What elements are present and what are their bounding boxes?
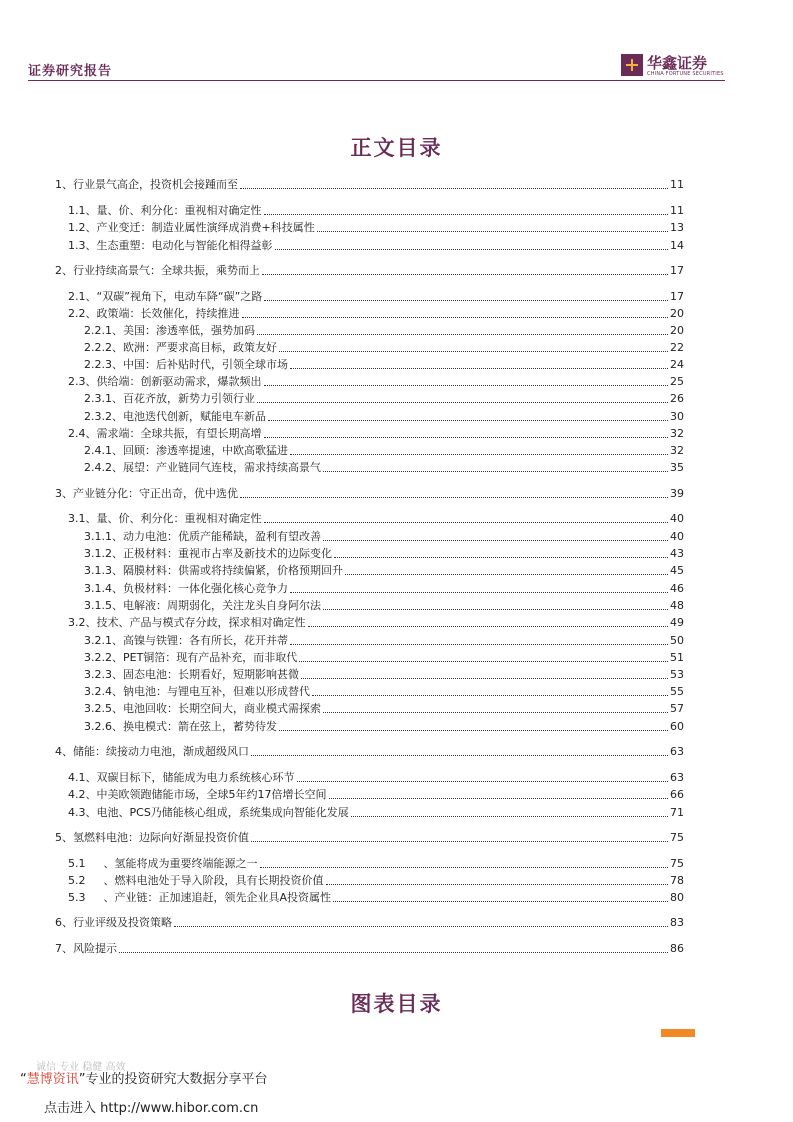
toc-leader-dots xyxy=(301,678,668,679)
toc-entry[interactable] xyxy=(84,528,684,544)
toc-leader-dots xyxy=(290,454,668,455)
toc-entry[interactable] xyxy=(84,580,684,596)
toc-entry[interactable] xyxy=(84,632,684,648)
toc-entry-page: 80 xyxy=(670,891,684,904)
toc-entry-text: 储能：续接动力电池，渐成超级风口 xyxy=(73,745,249,758)
toc-entry-number: 5.3 xyxy=(68,891,86,904)
toc-leader-dots xyxy=(290,644,668,645)
toc-entry-page: 71 xyxy=(670,806,684,819)
toc-entry-number: 4.2、 xyxy=(68,788,97,801)
toc-entry-number: 2.3.1、 xyxy=(84,392,123,405)
toc-entry[interactable] xyxy=(84,322,684,338)
toc-leader-dots xyxy=(257,334,668,335)
toc-entry-number: 3.2.1、 xyxy=(84,634,123,647)
toc-entry[interactable] xyxy=(68,305,684,321)
toc-entry-text: 氢燃料电池：边际向好渐显投资价值 xyxy=(73,831,249,844)
toc-entry-text: 中美欧领跑储能市场，全球5年约17倍增长空间 xyxy=(96,788,327,801)
toc-entry-text: 电池回收：长期空间大，商业模式需探索 xyxy=(123,702,321,715)
toc-entry-page: 83 xyxy=(670,916,684,929)
toc-entry[interactable] xyxy=(84,390,684,406)
toc-entry-number: 3.2.4、 xyxy=(84,685,123,698)
toc-entry-number: 3.2.5、 xyxy=(84,702,123,715)
page-accent-bar xyxy=(661,1029,695,1037)
toc-entry-number: 2.4.1、 xyxy=(84,444,123,457)
toc-entry[interactable] xyxy=(68,425,684,441)
toc-entry-page: 11 xyxy=(670,204,684,217)
toc-entry[interactable] xyxy=(68,237,684,253)
toc-entry-text: 展望：产业链同气连枝，需求持续高景气 xyxy=(123,461,321,474)
toc-entry-number: 3.1.1、 xyxy=(84,530,123,543)
toc-entry-page: 55 xyxy=(670,685,684,698)
toc-entry-text: 产业变迁：制造业属性演绎成消费+科技属性 xyxy=(96,221,315,234)
toc-entry-page: 26 xyxy=(670,392,684,405)
toc-entry-text: 电解液：周期弱化，关注龙头自身阿尔法 xyxy=(123,599,321,612)
toc-entry-page: 49 xyxy=(670,616,684,629)
toc-entry-number: 5.1 xyxy=(68,857,86,870)
toc-entry-text: 中国：后补贴时代，引领全球市场 xyxy=(123,358,288,371)
toc-entry[interactable] xyxy=(55,829,684,845)
toc-leader-dots xyxy=(262,274,668,275)
toc-entry-number: 3.1.3、 xyxy=(84,564,123,577)
toc-leader-dots xyxy=(240,188,668,189)
toc-leader-dots xyxy=(251,841,668,842)
toc-entry[interactable] xyxy=(84,408,684,424)
toc-entry-page: 60 xyxy=(670,720,684,733)
toc-leader-dots xyxy=(260,867,669,868)
toc-entry-page: 43 xyxy=(670,547,684,560)
toc-entry-text: 行业景气高企，投资机会接踵而至 xyxy=(73,178,238,191)
toc-entry-number: 3.2.2、 xyxy=(84,651,123,664)
toc-leader-dots xyxy=(308,626,669,627)
watermark-line-1 xyxy=(20,1068,268,1087)
toc-entry-text: 回顾：渗透率提速，中欧高歌猛进 xyxy=(123,444,288,457)
watermark-quote-open: “ xyxy=(20,1072,27,1087)
toc-entry-page: 13 xyxy=(670,221,684,234)
toc-entry-text: 正极材料：重视市占率及新技术的边际变化 xyxy=(123,547,332,560)
toc-leader-dots xyxy=(279,351,668,352)
toc-entry[interactable] xyxy=(84,597,684,613)
toc-entry-number: 3、 xyxy=(55,487,73,500)
toc-entry-text: 电池迭代创新，赋能电车新品 xyxy=(123,410,266,423)
toc-entry-number: 2.1、 xyxy=(68,290,97,303)
toc-entry[interactable] xyxy=(68,855,684,871)
toc-entry-page: 63 xyxy=(670,771,684,784)
toc-entry[interactable] xyxy=(68,202,684,218)
toc-entry-page: 63 xyxy=(670,745,684,758)
toc-entry-text: 百花齐放，新势力引领行业 xyxy=(123,392,255,405)
toc-leader-dots xyxy=(334,557,668,558)
toc-entry[interactable] xyxy=(55,914,684,930)
toc-entry-page: 78 xyxy=(670,874,684,887)
toc-entry-text: 动力电池：优质产能稀缺，盈利有望改善 xyxy=(123,530,321,543)
toc-entry-text: 风险提示 xyxy=(73,942,117,955)
toc-entry-page: 24 xyxy=(670,358,684,371)
toc-entry-page: 75 xyxy=(670,831,684,844)
toc-entry[interactable] xyxy=(84,683,684,699)
toc-entry-page: 39 xyxy=(670,487,684,500)
toc-entry[interactable] xyxy=(68,786,684,802)
toc-entry-page: 53 xyxy=(670,668,684,681)
toc-entry-page: 25 xyxy=(670,375,684,388)
toc-entry-page: 11 xyxy=(670,178,684,191)
toc-entry-page: 20 xyxy=(670,307,684,320)
toc-entry-number: 3.1、 xyxy=(68,512,97,525)
toc-leader-dots xyxy=(329,798,669,799)
toc-entry-number: 1.1、 xyxy=(68,204,97,217)
toc-leader-dots xyxy=(279,730,668,731)
toc-entry-number: 3.2.6、 xyxy=(84,720,123,733)
toc-entry[interactable] xyxy=(68,614,684,630)
toc-leader-dots xyxy=(290,368,668,369)
toc-leader-dots xyxy=(299,661,668,662)
toc-leader-dots xyxy=(240,497,668,498)
toc-entry-number: 2、 xyxy=(55,264,73,277)
toc-entry-page: 57 xyxy=(670,702,684,715)
toc-entry-page: 17 xyxy=(670,290,684,303)
toc-entry-page: 14 xyxy=(670,239,684,252)
toc-entry[interactable] xyxy=(68,804,684,820)
toc-entry-page: 75 xyxy=(670,857,684,870)
toc-entry-text: 换电模式：箭在弦上，蓄势待发 xyxy=(123,720,277,733)
toc-entry-text: 产业链分化：守正出奇，优中选优 xyxy=(73,487,238,500)
toc-entry[interactable] xyxy=(68,288,684,304)
toc-entry-text: 、燃料电池处于导入阶段，具有长期投资价值 xyxy=(103,874,324,887)
watermark-brand: 慧博资讯 xyxy=(26,1072,79,1087)
toc-entry-page: 20 xyxy=(670,324,684,337)
toc-entry-text: 行业评级及投资策略 xyxy=(73,916,172,929)
toc-entry-text: 技术、产品与模式存分歧，探求相对确定性 xyxy=(96,616,306,629)
report-type-label: 证券研究报告 xyxy=(28,64,113,79)
toc-leader-dots xyxy=(323,540,668,541)
toc-entry-number: 2.2、 xyxy=(68,307,97,320)
toc-entry-number: 2.2.2、 xyxy=(84,341,123,354)
toc-leader-dots xyxy=(290,592,668,593)
toc-entry-text: PET铜箔：现有产品补充，而非取代 xyxy=(123,651,298,664)
toc-leader-dots xyxy=(326,884,669,885)
toc-entry-number: 2.2.1、 xyxy=(84,324,123,337)
toc-entry-number: 3.2、 xyxy=(68,616,97,629)
toc-entry-text: 欧洲：严要求高目标，政策友好 xyxy=(123,341,277,354)
toc-leader-dots xyxy=(275,249,669,250)
logo-english-name: CHINA FORTUNE SECURITIES xyxy=(647,71,724,77)
toc-entry-page: 22 xyxy=(670,341,684,354)
toc-entry-page: 30 xyxy=(670,410,684,423)
toc-entry-number: 6、 xyxy=(55,916,73,929)
toc-entry-number: 7、 xyxy=(55,942,73,955)
toc-entry-page: 48 xyxy=(670,599,684,612)
watermark-link[interactable]: 点击进入 http://www.hibor.com.cn xyxy=(44,1101,259,1116)
toc-entry-number: 2.3.2、 xyxy=(84,410,123,423)
toc-entry[interactable] xyxy=(55,940,684,956)
toc-entry-text: 负极材料：一体化强化核心竞争力 xyxy=(123,582,288,595)
figure-list-title: 图表目录 xyxy=(350,991,443,1016)
toc-entry[interactable] xyxy=(55,485,684,501)
toc-entry[interactable] xyxy=(84,666,684,682)
toc-entry-page: 32 xyxy=(670,444,684,457)
toc-entry[interactable] xyxy=(68,510,684,526)
toc-entry-page: 17 xyxy=(670,264,684,277)
toc-entry-number: 2.4.2、 xyxy=(84,461,123,474)
toc-leader-dots xyxy=(264,437,669,438)
toc-leader-dots xyxy=(268,420,668,421)
toc-entry-number: 4.1、 xyxy=(68,771,97,784)
toc-entry[interactable] xyxy=(84,700,684,716)
toc-entry-page: 35 xyxy=(670,461,684,474)
toc-entry-page: 50 xyxy=(670,634,684,647)
toc-entry-text: 、产业链：正加速追赶，领先企业具A投资属性 xyxy=(103,891,332,904)
toc-entry-number: 1.3、 xyxy=(68,239,97,252)
toc-entry[interactable] xyxy=(68,219,684,235)
toc-leader-dots xyxy=(345,574,668,575)
toc-entry-page: 45 xyxy=(670,564,684,577)
toc-entry[interactable] xyxy=(55,176,684,192)
logo-chinese-name: 华鑫证券 xyxy=(647,54,708,72)
toc-leader-dots xyxy=(317,231,668,232)
toc-entry[interactable] xyxy=(84,459,684,475)
toc-leader-dots xyxy=(264,522,669,523)
toc-entry[interactable] xyxy=(84,545,684,561)
toc-entry-page: 40 xyxy=(670,512,684,525)
toc-entry-text: 美国：渗透率低，强势加码 xyxy=(123,324,255,337)
toc-entry-text: 政策端：长效催化，持续推进 xyxy=(96,307,240,320)
toc-entry-text: 高镍与铁锂：各有所长，花开并蒂 xyxy=(123,634,288,647)
toc-entry-page: 86 xyxy=(670,942,684,955)
toc-entry-page: 40 xyxy=(670,530,684,543)
toc-leader-dots xyxy=(351,816,668,817)
toc-entry-page: 32 xyxy=(670,427,684,440)
toc-entry-number: 3.2.3、 xyxy=(84,668,123,681)
toc-leader-dots xyxy=(264,214,669,215)
toc-entry[interactable] xyxy=(55,743,684,759)
toc-entry-number: 5.2 xyxy=(68,874,86,887)
toc-entry-page: 66 xyxy=(670,788,684,801)
toc-entry[interactable] xyxy=(68,769,684,785)
toc-leader-dots xyxy=(251,755,668,756)
toc-title: 正文目录 xyxy=(350,135,443,160)
toc-leader-dots xyxy=(297,781,669,782)
toc-entry[interactable] xyxy=(84,649,684,665)
toc-entry[interactable] xyxy=(84,339,684,355)
toc-entry-text: 电池、PCS乃储能核心组成，系统集成向智能化发展 xyxy=(96,806,349,819)
toc-leader-dots xyxy=(119,952,668,953)
toc-leader-dots xyxy=(264,385,669,386)
toc-entry-number: 4、 xyxy=(55,745,73,758)
toc-entry-number: 3.1.4、 xyxy=(84,582,123,595)
toc-leader-dots xyxy=(333,901,668,902)
toc-entry-page: 46 xyxy=(670,582,684,595)
toc-entry-number: 4.3、 xyxy=(68,806,97,819)
toc-entry-number: 1.2、 xyxy=(68,221,97,234)
toc-leader-dots xyxy=(242,317,669,318)
toc-entry[interactable] xyxy=(55,262,684,278)
toc-entry-number: 2.2.3、 xyxy=(84,358,123,371)
toc-entry-text: “双碳”视角下，电动车降“碳”之路 xyxy=(96,290,263,303)
toc-entry-number: 3.1.5、 xyxy=(84,599,123,612)
toc-entry[interactable] xyxy=(84,442,684,458)
toc-entry-text: 量、价、利分化：重视相对确定性 xyxy=(96,204,262,217)
toc-entry[interactable] xyxy=(84,718,684,734)
toc-entry-text: 量、价、利分化：重视相对确定性 xyxy=(96,512,262,525)
watermark-tagline: ”专业的投资研究大数据分享平台 xyxy=(78,1072,268,1087)
toc-entry-number: 2.4、 xyxy=(68,427,97,440)
toc-leader-dots xyxy=(312,695,668,696)
toc-entry-number: 3.1.2、 xyxy=(84,547,123,560)
toc-entry-text: 、氢能将成为重要终端能源之一 xyxy=(103,857,258,870)
toc-entry[interactable] xyxy=(68,373,684,389)
toc-entry[interactable] xyxy=(84,562,684,578)
toc-entry-number: 1、 xyxy=(55,178,73,191)
toc-leader-dots xyxy=(323,609,668,610)
toc-entry-number: 5、 xyxy=(55,831,73,844)
toc-entry-text: 双碳目标下，储能成为电力系统核心环节 xyxy=(96,771,295,784)
toc-leader-dots xyxy=(323,471,668,472)
toc-entry-text: 隔膜材料：供需或将持续偏紧，价格预期回升 xyxy=(123,564,343,577)
toc-entry[interactable] xyxy=(68,872,684,888)
toc-entry[interactable] xyxy=(68,889,684,905)
toc-entry-text: 钠电池：与锂电互补，但难以形成替代 xyxy=(123,685,310,698)
toc-entry-text: 固态电池：长期看好，短期影响甚微 xyxy=(123,668,299,681)
toc-entry-text: 行业持续高景气：全球共振，乘势而上 xyxy=(73,264,260,277)
toc-leader-dots xyxy=(257,402,668,403)
toc-leader-dots xyxy=(174,926,668,927)
toc-entry[interactable] xyxy=(84,356,684,372)
toc-entry-text: 需求端：全球共振，有望长期高增 xyxy=(96,427,262,440)
toc-entry-text: 供给端：创新驱动需求，爆款频出 xyxy=(96,375,262,388)
toc-entry-text: 生态重塑：电动化与智能化相得益彰 xyxy=(96,239,273,252)
toc-entry-page: 51 xyxy=(670,651,684,664)
toc-leader-dots xyxy=(323,712,668,713)
toc-entry-number: 2.3、 xyxy=(68,375,97,388)
toc-leader-dots xyxy=(264,300,668,301)
watermark-slogan: 诚信 专业 稳健 高效 xyxy=(36,1062,126,1073)
